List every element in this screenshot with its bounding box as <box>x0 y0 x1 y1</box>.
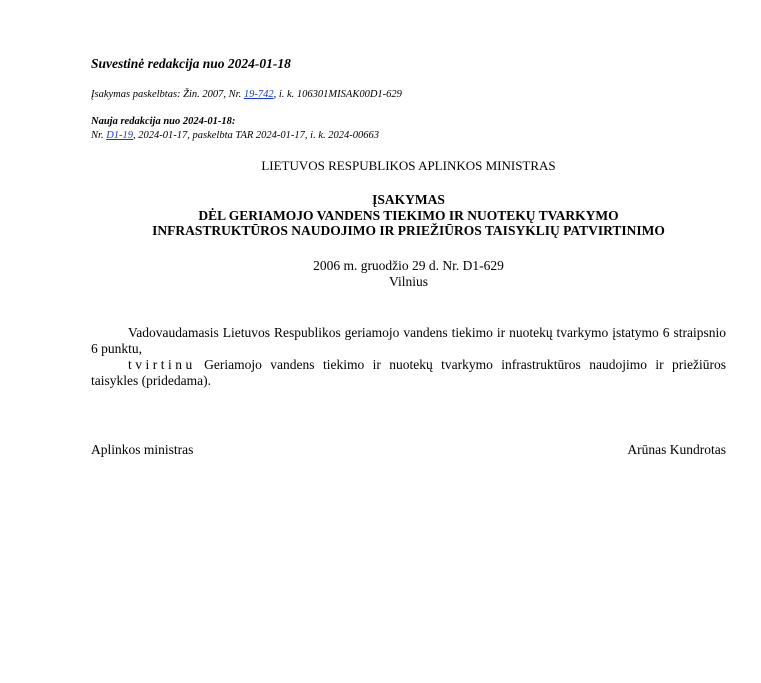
publication-suffix: , i. k. 106301MISAK00D1-629 <box>273 89 402 100</box>
paragraph-approval <box>91 357 726 389</box>
new-edition-suffix: , 2024-01-17, paskelbta TAR 2024-01-17, i. k. 2024-00663 <box>133 130 379 141</box>
order-title-line-1: DĖL GERIAMOJO VANDENS TIEKIMO IR NUOTEKŲ TVARKYMO <box>198 207 619 223</box>
paragraph-legal-basis <box>91 325 726 357</box>
new-edition-info <box>91 130 379 141</box>
approve-word: tvirtinu <box>128 357 196 372</box>
new-edition-prefix: Nr. <box>91 130 107 141</box>
order-word: ĮSAKYMAS <box>372 192 445 207</box>
paragraph-legal-basis-text: Vadovaudamasis Lietuvos Respublikos geriamojo vandens tiekimo ir nuotekų tvarkymo įstatymo 6 straipsnio 6 punktu, <box>91 325 726 356</box>
order-date-block <box>91 258 726 290</box>
new-edition-link[interactable]: D1-19 <box>106 130 134 141</box>
consolidated-version-label: Suvestinė redakcija nuo 2024-01-18 <box>91 56 291 71</box>
order-title-line-2: INFRASTRUKTŪROS NAUDOJIMO IR PRIEŽIŪROS TAISYKLIŲ PATVIRTINIMO <box>152 223 665 238</box>
signatory-position: Aplinkos ministras <box>91 442 194 457</box>
publication-link[interactable]: 19-742 <box>243 89 274 100</box>
new-edition-label: Nauja redakcija nuo 2024-01-18: <box>91 116 236 127</box>
paragraph-approval-text: Geriamojo vandens tiekimo ir nuotekų tvarkymo infrastruktūros naudojimo ir priežiūros taisykles (pridedama). <box>91 357 726 388</box>
order-date-number: 2006 m. gruodžio 29 d. Nr. D1-629 <box>313 258 504 273</box>
order-title <box>91 192 726 239</box>
publication-prefix: Įsakymas paskelbtas: Žin. 2007, Nr. <box>91 89 244 100</box>
publication-info <box>91 89 402 100</box>
signatory-name: Arūnas Kundrotas <box>627 442 726 457</box>
order-place: Vilnius <box>389 274 428 289</box>
ministry-heading: LIETUVOS RESPUBLIKOS APLINKOS MINISTRAS <box>261 158 556 173</box>
